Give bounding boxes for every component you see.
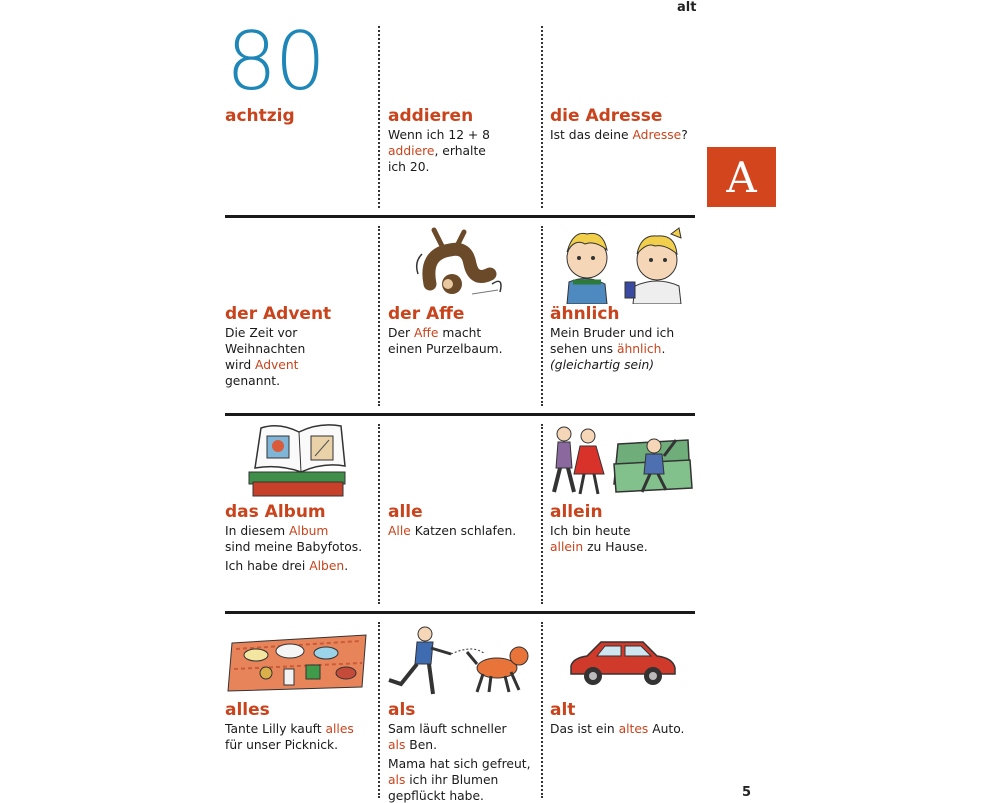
example-text: ich ihr Blumen [405, 773, 499, 787]
entry-affe [388, 304, 538, 356]
column-divider [541, 226, 543, 406]
example-text: Sam läuft schneller [388, 722, 507, 736]
example-text: genannt. [225, 374, 281, 388]
example-text: sehen uns [550, 342, 617, 356]
example-line [388, 144, 538, 158]
big-number: 80 [226, 15, 324, 108]
example-text: ? [681, 128, 688, 142]
two-children-illustration [555, 226, 690, 304]
example-line [550, 540, 700, 554]
example-text: Die Zeit vor [225, 326, 298, 340]
column-divider [541, 622, 543, 798]
highlight-word: alles [325, 722, 354, 736]
example-text: Mama hat sich gefreut, [388, 757, 531, 771]
column-divider [541, 26, 543, 208]
headword: alt [550, 700, 576, 720]
example-text: Mein Bruder und ich [550, 326, 675, 340]
example-text: Weihnachten [225, 342, 306, 356]
boy-walking-dog-illustration [385, 624, 535, 698]
example-text: Katzen schlafen. [410, 524, 517, 538]
headword: alle [388, 502, 423, 522]
example-text: . [661, 342, 666, 356]
row-divider [225, 611, 695, 614]
highlight-word: ähnlich [616, 342, 662, 356]
example-line [225, 559, 375, 573]
example-line [225, 326, 375, 340]
example-text: (gleichartig sein) [550, 358, 655, 372]
photo-album-illustration [245, 422, 355, 500]
example-line [225, 722, 375, 736]
highlight-word: Affe [414, 326, 439, 340]
highlight-word: altes [618, 722, 649, 736]
old-red-car-illustration [565, 636, 680, 688]
page-number: 5 [742, 785, 752, 800]
example-line [388, 524, 538, 538]
entry-aehnlich [550, 304, 700, 372]
example-text: In diesem [225, 524, 289, 538]
example-line [550, 358, 700, 372]
example-text: Auto. [648, 722, 685, 736]
entry-allein [550, 502, 700, 554]
highlight-word: als [388, 738, 406, 752]
monkey-somersault-illustration [412, 224, 507, 302]
row-divider [225, 413, 695, 416]
example-line [550, 342, 700, 356]
example-line [550, 722, 700, 736]
highlight-word: Alben [309, 559, 345, 573]
example-line [225, 524, 375, 538]
example-text: gepflückt habe. [388, 789, 484, 803]
couple-dancing-sofa-illustration [550, 424, 695, 500]
example-line [388, 757, 538, 771]
example-line [388, 789, 538, 803]
example-text: Wenn ich 12 + 8 [388, 128, 490, 142]
example-line [225, 374, 375, 388]
column-divider [378, 622, 380, 798]
picnic-blanket-illustration [226, 625, 371, 695]
entry-adresse [550, 106, 700, 142]
example-text: für unser Picknick. [225, 738, 339, 752]
example-text: Ist das deine [550, 128, 633, 142]
example-line [225, 358, 375, 372]
example-text: Ben. [405, 738, 437, 752]
example-text: einen Purzelbaum. [388, 342, 503, 356]
headword: addieren [388, 106, 474, 126]
row-divider [225, 215, 695, 218]
example-text: sind meine Babyfotos. [225, 540, 363, 554]
example-text: zu Hause. [583, 540, 648, 554]
headword: achtzig [225, 106, 295, 126]
example-text: ich 20. [388, 160, 430, 174]
highlight-word: Album [288, 524, 329, 538]
column-divider [378, 226, 380, 406]
example-text: Der [388, 326, 414, 340]
entry-achtzig [225, 106, 375, 126]
example-line [550, 326, 700, 340]
example-line [388, 128, 538, 142]
example-line [388, 773, 538, 787]
column-divider [378, 424, 380, 604]
highlight-word: Advent [255, 358, 299, 372]
column-divider [541, 424, 543, 604]
column-divider [378, 26, 380, 208]
example-line [388, 342, 538, 356]
example-line [550, 524, 700, 538]
entry-alles [225, 700, 375, 752]
example-text: Ich habe drei [225, 559, 310, 573]
highlight-word: als [388, 773, 406, 787]
example-text: Das ist ein [550, 722, 619, 736]
headword: allein [550, 502, 603, 522]
example-line [388, 160, 538, 174]
headword: die Adresse [550, 106, 663, 126]
headword: alles [225, 700, 270, 720]
letter-tab: A [707, 147, 776, 207]
headword: der Advent [225, 304, 332, 324]
example-line [388, 722, 538, 736]
entry-alt [550, 700, 700, 736]
entry-als [388, 700, 538, 803]
example-line [388, 738, 538, 752]
example-text: . [344, 559, 349, 573]
example-text: Tante Lilly kauft [225, 722, 326, 736]
example-line [388, 326, 538, 340]
example-text: macht [438, 326, 482, 340]
entry-addieren [388, 106, 538, 174]
example-text: , erhalte [434, 144, 486, 158]
running-head: alt [677, 0, 697, 15]
example-line [225, 342, 375, 356]
example-text: Ich bin heute [550, 524, 631, 538]
highlight-word: addiere [388, 144, 435, 158]
highlight-word: Alle [388, 524, 411, 538]
highlight-word: allein [550, 540, 584, 554]
example-line [550, 128, 700, 142]
highlight-word: Adresse [632, 128, 682, 142]
headword: ähnlich [550, 304, 620, 324]
headword: das Album [225, 502, 326, 522]
entry-advent [225, 304, 375, 388]
example-line [225, 738, 375, 752]
headword: der Affe [388, 304, 465, 324]
example-text: wird [225, 358, 256, 372]
example-line [225, 540, 375, 554]
entry-album [225, 502, 375, 573]
headword: als [388, 700, 416, 720]
entry-alle [388, 502, 538, 538]
